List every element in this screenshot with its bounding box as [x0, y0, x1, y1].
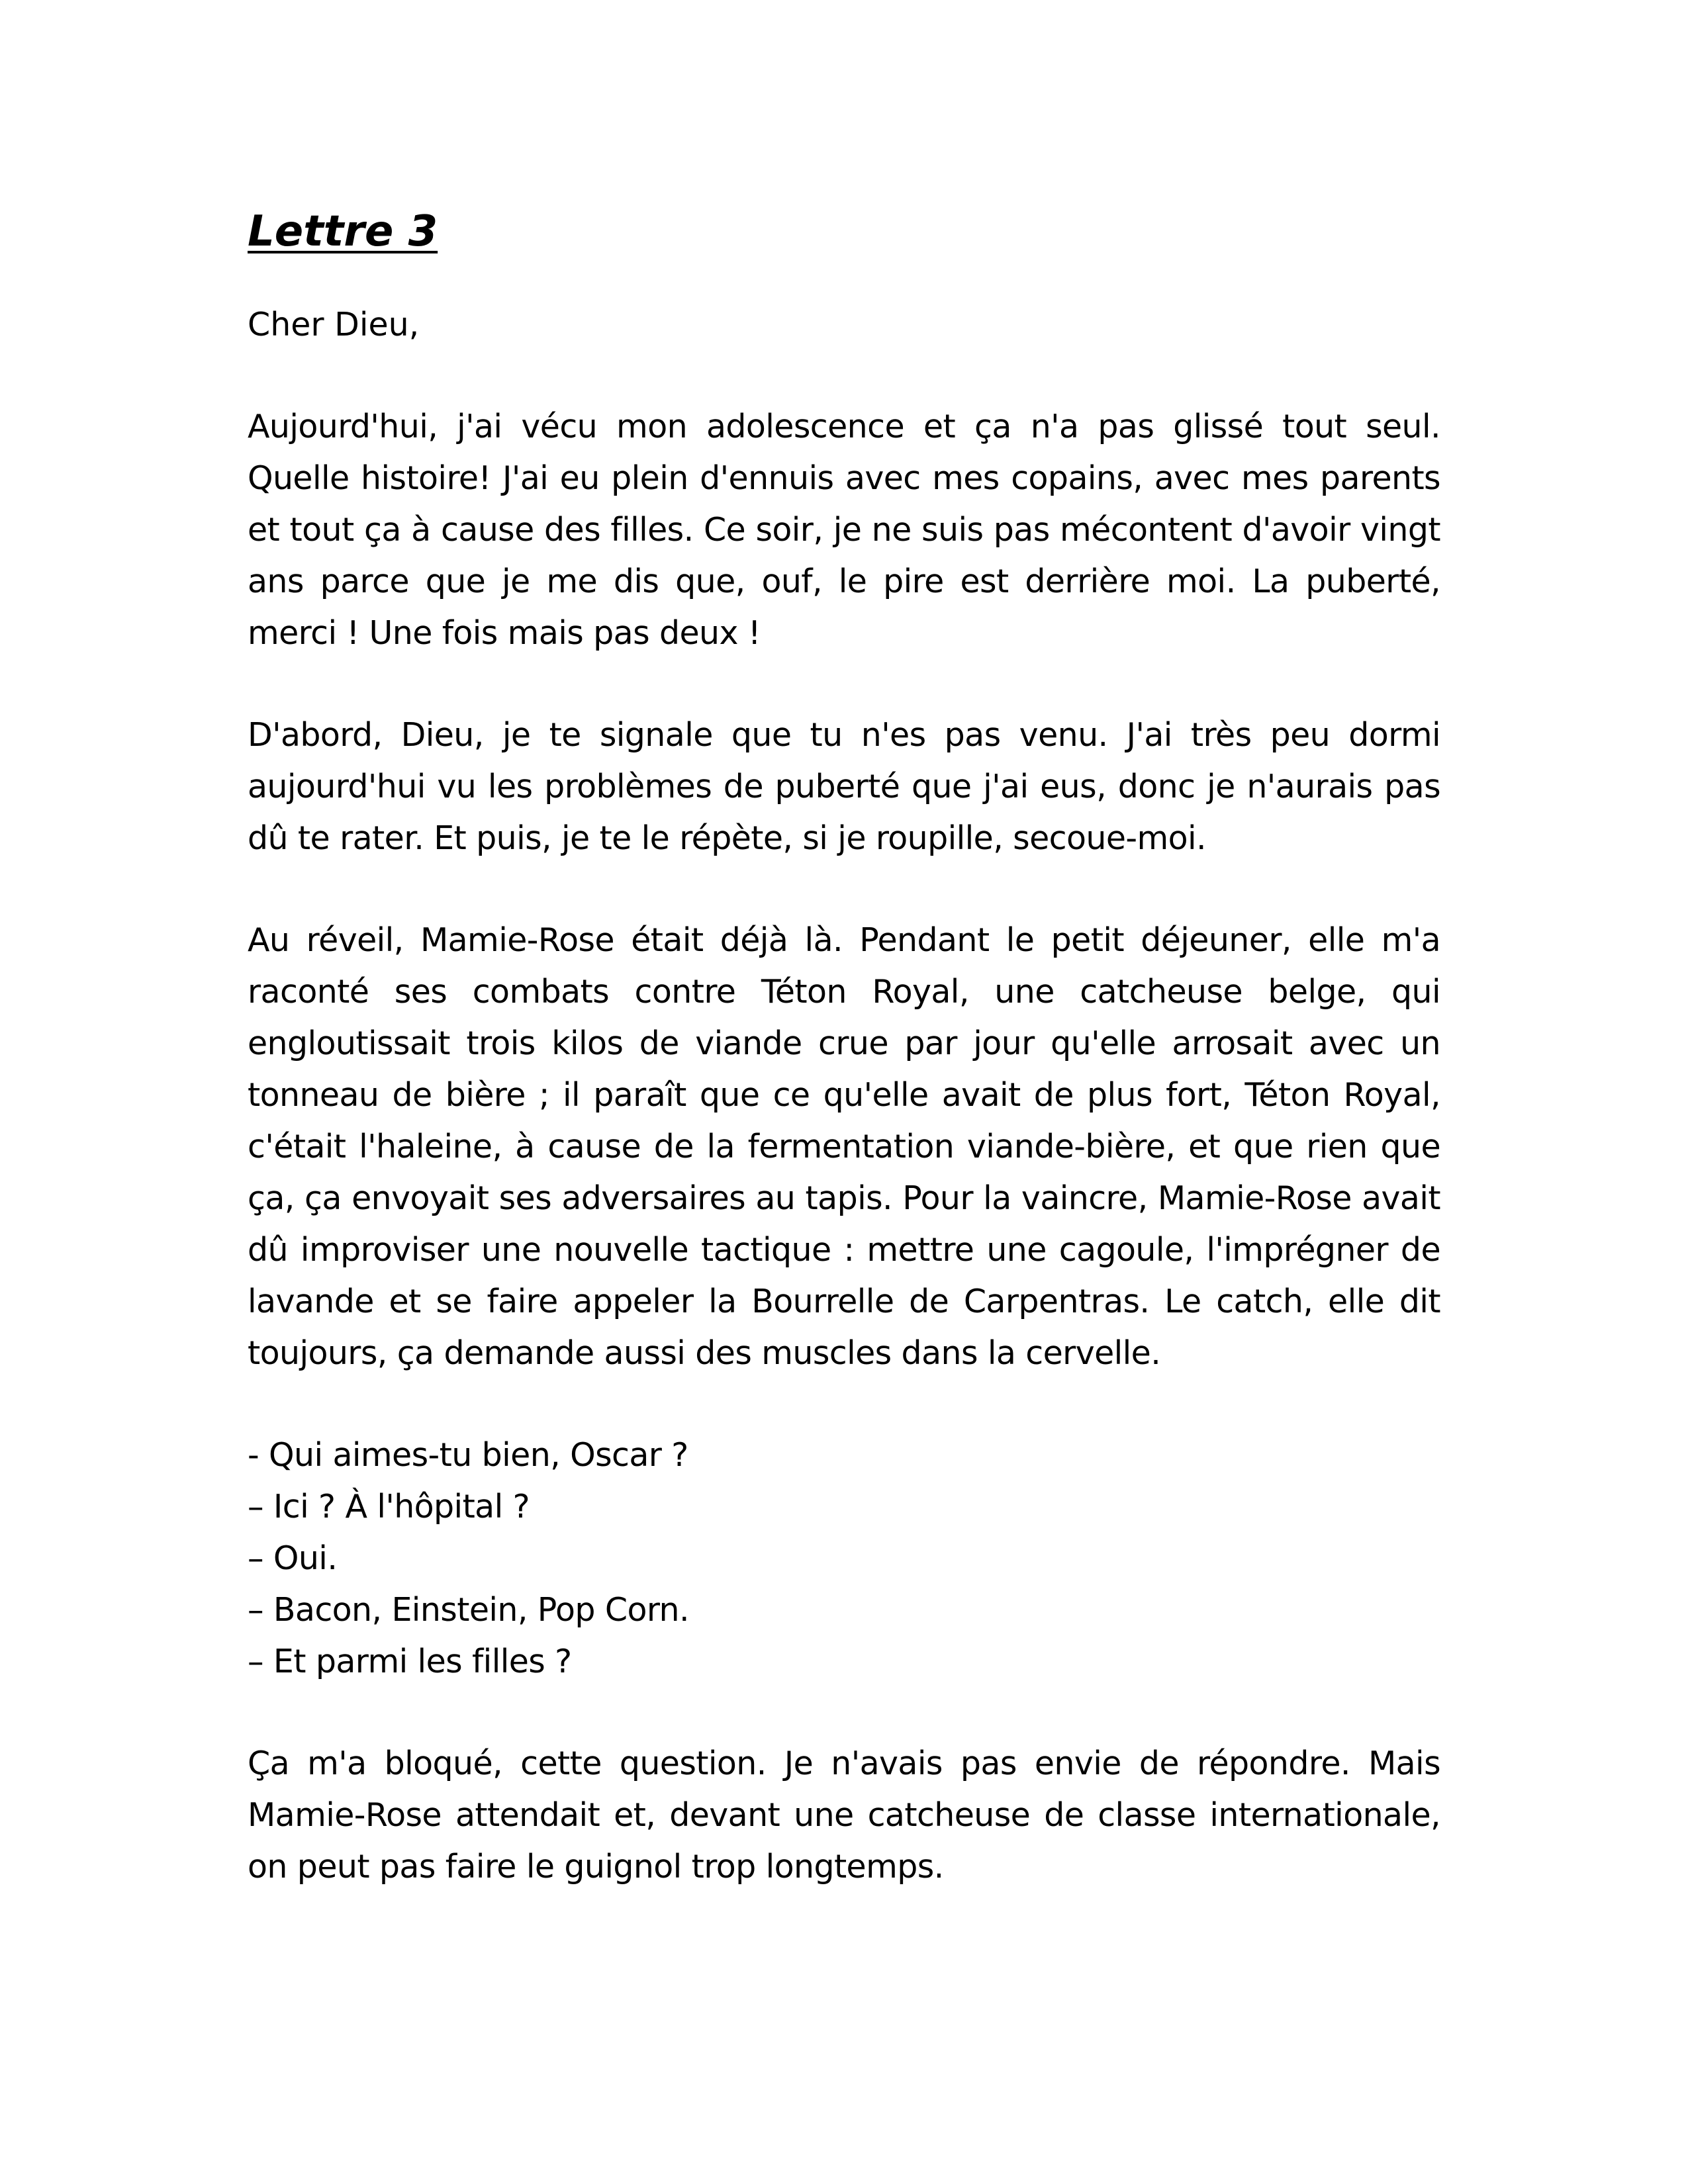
dialogue-block [248, 1430, 1440, 1688]
dialogue-line: – Bacon, Einstein, Pop Corn. [248, 1591, 689, 1629]
paragraph-adolescence: Aujourd'hui, j'ai vécu mon adolescence et ça n'a pas glissé tout seul. Quelle histoire! J'ai eu plein d'ennuis avec mes copains, avec mes parents et tout ça à cause des filles. Ce soir, je ne suis pas mécontent d'avoir vingt ans parce que je me dis que, ouf, le pire est derrière moi. La puberté, merci ! Une fois mais pas deux ! [248, 408, 1440, 652]
paragraph-closing: Ça m'a bloqué, cette question. Je n'avais pas envie de répondre. Mais Mamie-Rose attendait et, devant une catcheuse de classe internationale, on peut pas faire le guignol trop longtemps. [248, 1745, 1440, 1886]
paragraph-dieu-pas-venu: D'abord, Dieu, je te signale que tu n'es pas venu. J'ai très peu dormi aujourd'hui vu les problèmes de puberté que j'ai eus, donc je n'aurais pas dû te rater. Et puis, je te le répète, si je roupille, secoue-moi. [248, 716, 1440, 857]
letter-title: Lettre 3 [248, 207, 438, 256]
paragraph-mamie-rose-catch: Au réveil, Mamie-Rose était déjà là. Pendant le petit déjeuner, elle m'a raconté ses combats contre Téton Royal, une catcheuse belge, qui engloutissait trois kilos de viande crue par jour qu'elle arrosait avec un tonneau de bière ; il paraît que ce qu'elle avait de plus fort, Téton Royal, c'était l'haleine, à cause de la fermentation viande-bière, et que rien que ça, ça envoyait ses adversaires au tapis. Pour la vaincre, Mamie-Rose avait dû improviser une nouvelle tactique : mettre une cagoule, l'imprégner de lavande et se faire appeler la Bourrelle de Carpentras. Le catch, elle dit toujours, ça demande aussi des muscles dans la cervelle. [248, 921, 1440, 1372]
dialogue-line: - Qui aimes-tu bien, Oscar ? [248, 1436, 688, 1474]
dialogue-line: – Et parmi les filles ? [248, 1643, 572, 1680]
document-page [248, 199, 1440, 1893]
dialogue-line: – Ici ? À l'hôpital ? [248, 1488, 530, 1525]
greeting: Cher Dieu, [248, 306, 420, 343]
dialogue-line: – Oui. [248, 1539, 338, 1577]
